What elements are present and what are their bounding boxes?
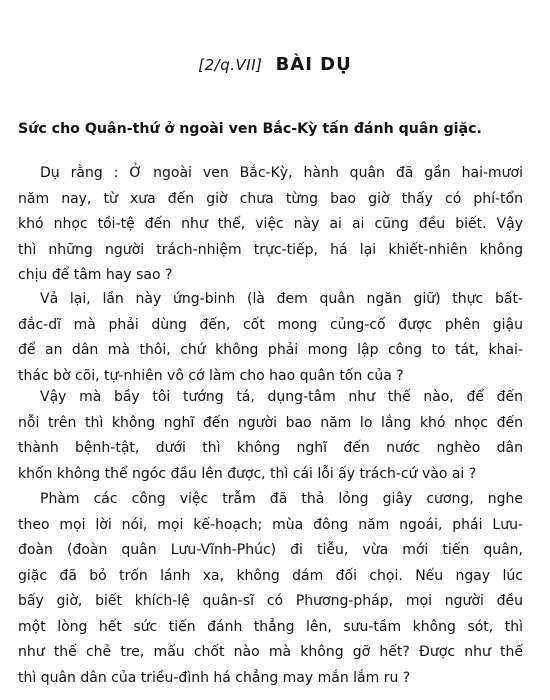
paragraph-line: Dụ rằng : Ở ngoài ven Bắc-Kỳ, hành quân đã gần hai-mươi	[40, 165, 523, 181]
paragraph-line: để an dân mà thôi, chứ không phải mong lập công to tát, khai-	[18, 342, 523, 358]
paragraph-1	[18, 161, 523, 289]
paragraph-line: theo mọi lời nói, mọi kế-hoạch; mùa đông năm ngoái, phái Lưu-	[18, 516, 523, 533]
document-subtitle: Sức cho Quân-thứ ở ngoài ven Bắc-Kỳ tấn đánh quân giặc.	[18, 121, 482, 137]
paragraph-line: đoàn (đoàn quân Lưu-Vĩnh-Phúc) đi tiễu, vừa mới tiến quân,	[18, 542, 523, 558]
paragraph-line: Vậy mà bầy tôi tướng tá, dụng-tâm như thế nào, để đến	[40, 389, 523, 405]
paragraph-4	[18, 487, 523, 691]
paragraph-line: đắc-dĩ mà phải dùng đến, cốt mong củng-cố được phên giậu	[18, 316, 523, 333]
paragraph-line: giặc đã bỏ trốn lánh xa, không dám đối chọi. Nếu ngay lúc	[18, 567, 523, 584]
document-title: BÀI DỤ	[275, 54, 352, 75]
paragraph-line: Vả lại, lần này ứng-binh (là đem quân ngăn giữ) thực bất-	[40, 291, 523, 307]
paragraph-2	[18, 287, 523, 389]
paragraph-line: khó nhọc tồi-tệ đến như thế, việc này ai ai cũng đều biết. Vậy	[18, 216, 523, 232]
paragraph-3	[18, 385, 523, 487]
paragraph-line: một lòng hết sức tiến đánh thẳng lên, sưu-tầm không sót, thì	[18, 618, 523, 635]
paragraph-line: thì quân dân của triều-đình há chẳng may mắn lắm ru ?	[18, 669, 411, 686]
paragraph-line: thì những người trách-nhiệm trực-tiếp, há lại khiết-nhiên không	[18, 241, 523, 258]
document-heading	[0, 54, 550, 75]
paragraph-line: chịu để tâm hay sao ?	[18, 267, 173, 283]
paragraph-line: nỗi trên thì không nghĩ đến người bao năm lo lắng khó nhọc đến	[18, 414, 523, 431]
paragraph-line: thác bờ cõi, tự-nhiên vô cớ làm cho hao quân tốn của ?	[18, 367, 404, 384]
paragraph-line: như thế chẻ tre, mấu chốt nào mà không gỡ hết? Được như thế	[18, 644, 523, 660]
paragraph-line: Phàm các công việc trẫm đã thả lỏng giây cương, nghe	[40, 491, 523, 507]
paragraph-line: năm nay, từ xưa đến giờ chưa từng bao giờ thấy có phí-tổn	[18, 190, 523, 207]
paragraph-line: khốn không thể ngóc đầu lên được, thì cái lỗi ấy trách-cứ vào ai ?	[18, 465, 477, 482]
paragraph-line: bấy giờ, biết khích-lệ quân-sĩ có Phương-pháp, mọi người đều	[18, 593, 523, 609]
volume-reference: [2/q.VII]	[198, 56, 263, 74]
paragraph-line: thành bệnh-tật, dưới thì không nghĩ đến nước nghèo dân	[18, 440, 523, 456]
